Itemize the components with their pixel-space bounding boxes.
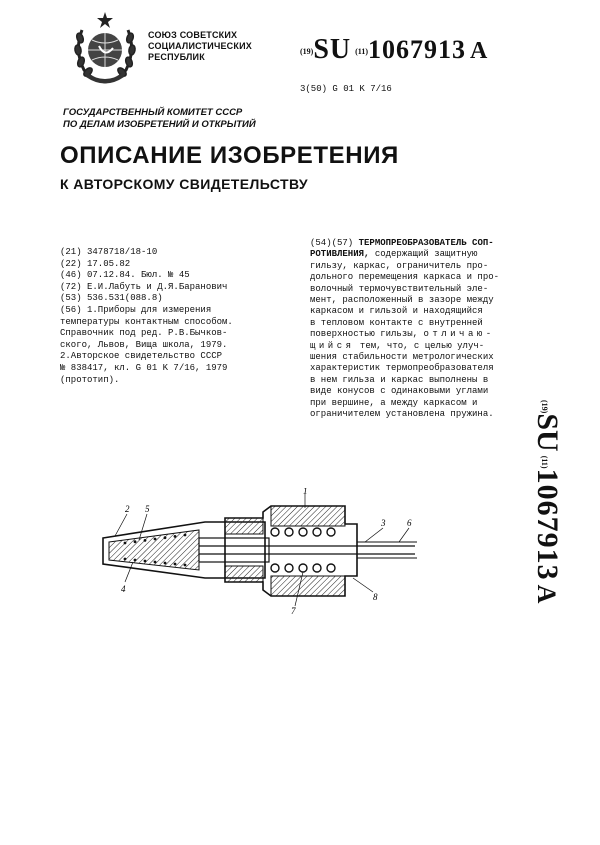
side-country-prefix: (19) — [540, 400, 549, 414]
document-subtitle: К АВТОРСКОМУ СВИДЕТЕЛЬСТВУ — [60, 176, 309, 192]
union-line-2: СОЦИАЛИСТИЧЕСКИХ — [148, 41, 252, 51]
union-line-1: СОЮЗ СОВЕТСКИХ — [148, 30, 238, 40]
country-code: SU — [313, 34, 352, 65]
biblio-line: ского, Львов, Вища школа, 1979. — [60, 339, 228, 350]
country-code-prefix: (19) — [300, 47, 314, 56]
biblio-line: (56) 1.Приборы для измерения — [60, 304, 212, 315]
number-prefix: (11) — [355, 47, 369, 56]
side-number-prefix: (11) — [540, 455, 549, 469]
fig-label-2: 2 — [125, 504, 130, 514]
document-title: ОПИСАНИЕ ИЗОБРЕТЕНИЯ — [60, 142, 399, 169]
side-patent-kind: A — [532, 584, 561, 604]
fig-label-4: 4 — [121, 584, 126, 594]
committee-line-1: ГОСУДАРСТВЕННЫЙ КОМИТЕТ СССР — [63, 107, 243, 118]
abstract-line: гильзу, каркас, ограничитель про- — [310, 260, 489, 271]
abstract-line: дольного перемещения каркаса и про- — [310, 272, 500, 283]
biblio-line: Справочник под ред. Р.В.Бычков- — [60, 328, 228, 339]
fig-label-8: 8 — [373, 592, 378, 602]
biblio-line: (22) 17.05.82 — [60, 258, 131, 269]
biblio-line: температуры контактным способом. — [60, 316, 233, 327]
abstract-line: мент, расположенный в зазоре между — [310, 295, 494, 306]
abstract-line: виде конусов с одинаковыми углами — [310, 386, 489, 397]
abstract-title-part-1: ТЕРМОПРЕОБРАЗОВАТЕЛЬ СОП- — [358, 238, 494, 248]
abstract — [310, 238, 525, 421]
patent-kind: A — [470, 38, 488, 64]
ipc-prefix: 3(50) — [300, 84, 328, 94]
abstract-line: при вершине, а между каркасом и — [310, 397, 478, 408]
spring — [271, 528, 335, 572]
union-name — [148, 30, 252, 63]
ipc-code: G 01 K 7/16 — [332, 84, 392, 94]
union-line-3: РЕСПУБЛИК — [148, 52, 205, 62]
abstract-line: поверхностью гильзы, — [310, 329, 419, 340]
ipc-classification — [300, 84, 392, 94]
fig-label-3: 3 — [381, 518, 386, 528]
abstract-line: характеристик термопреобразователя — [310, 363, 494, 374]
biblio-line: (21) 3478718/18-10 — [60, 247, 158, 257]
abstract-text: тем, что, с целью улуч- — [359, 340, 485, 351]
biblio-line: (прототип). — [60, 374, 120, 385]
biblio-line: 2.Авторское свидетельство СССР — [60, 351, 223, 362]
abstract-spaced-word-2: щийся — [310, 340, 355, 351]
ussr-emblem-icon — [72, 10, 138, 86]
fig-label-1: 1 — [303, 488, 308, 496]
abstract-line: волочный термочувствительный эле- — [310, 283, 489, 294]
abstract-line: в тепловом контакте с внутренней — [310, 317, 483, 328]
abstract-spaced-word: отличаю- — [423, 329, 495, 340]
biblio-line: (53) 536.531(088.8) — [60, 293, 163, 304]
fig-label-5: 5 — [145, 504, 150, 514]
committee-name — [63, 107, 256, 131]
abstract-line: каркасом и гильзой и находящийся — [310, 306, 483, 317]
biblio-line: № 838417, кл. G 01 K 7/16, 1979 — [60, 362, 228, 373]
abstract-code: (54)(57) — [310, 238, 354, 248]
committee-line-2: ПО ДЕЛАМ ИЗОБРЕТЕНИЙ И ОТКРЫТИЙ — [63, 119, 256, 130]
fig-label-6: 6 — [407, 518, 412, 528]
abstract-line: в нем гильза и каркас выполнены в — [310, 374, 489, 385]
side-patent-number-text: 1067913 — [531, 468, 564, 581]
abstract-line: ограничителем установлена пружина. — [310, 409, 494, 420]
side-patent-number — [520, 400, 564, 645]
abstract-title-part-2: РОТИВЛЕНИЯ, — [310, 249, 370, 260]
patent-number: 1067913 — [368, 35, 467, 64]
biblio-line: (72) Е.И.Лабуть и Д.Я.Баранович — [60, 281, 228, 292]
side-country-code: SU — [531, 413, 564, 452]
biblio-line: (46) 07.12.84. Бюл. № 45 — [60, 270, 190, 281]
abstract-text: содержащий защитную — [374, 249, 478, 260]
bibliographic-data — [60, 247, 278, 386]
patent-number-header — [300, 34, 487, 66]
fig-label-7: 7 — [291, 606, 296, 616]
abstract-line: шения стабильности метрологических — [310, 352, 494, 363]
technical-drawing — [95, 488, 425, 618]
